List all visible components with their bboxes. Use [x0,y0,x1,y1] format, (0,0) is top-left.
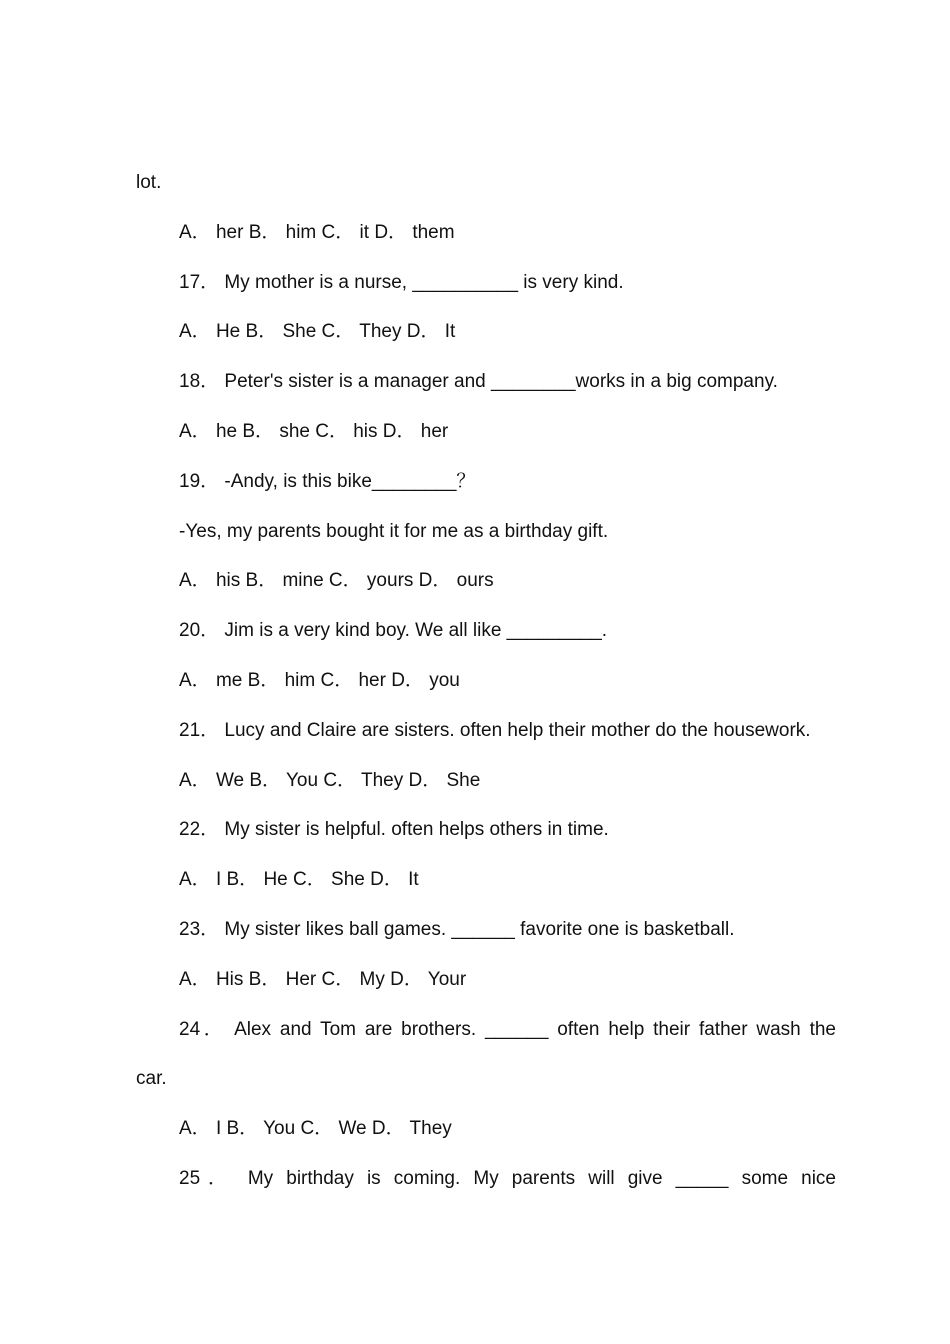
options-q17: A． He B． She C． They D． It [179,321,456,343]
question-22: 22． My sister is helpful. often helps others in time. [179,819,609,841]
options-q24: A． I B． You C． We D． They [179,1118,452,1140]
document-content [136,158,836,1204]
question-18: 18． Peter's sister is a manager and ________works in a big company. [179,371,778,393]
question-19-reply: -Yes, my parents bought it for me as a birthday gift. [179,520,609,542]
options-q21: A． We B． You C． They D． She [179,769,481,791]
options-q18: A． he B． she C． his D． her [179,420,449,442]
options-q19: A． his B． mine C． yours D． ours [179,570,494,592]
options-q16: A． her B． him C． it D． them [179,221,455,243]
question-25: 25． My birthday is coming. My parents will give _____ some nice [179,1167,836,1189]
options-q23: A． His B． Her C． My D． Your [179,968,467,990]
options-q20: A． me B． him C． her D． you [179,669,460,691]
question-19: 19． -Andy, is this bike________？ [179,470,476,492]
text-line-continuation: lot. [136,172,162,193]
question-24: 24． Alex and Tom are brothers. ______ often help their father wash the [179,1018,836,1040]
question-17: 17． My mother is a nurse, __________ is very kind. [179,271,624,293]
question-24-continuation: car. [136,1068,167,1090]
question-20: 20． Jim is a very kind boy. We all like _________. [179,620,608,642]
options-q22: A． I B． He C． She D． It [179,869,419,891]
question-23: 23． My sister likes ball games. ______ favorite one is basketball. [179,918,735,940]
question-21: 21． Lucy and Claire are sisters. often help their mother do the housework. [179,719,811,741]
